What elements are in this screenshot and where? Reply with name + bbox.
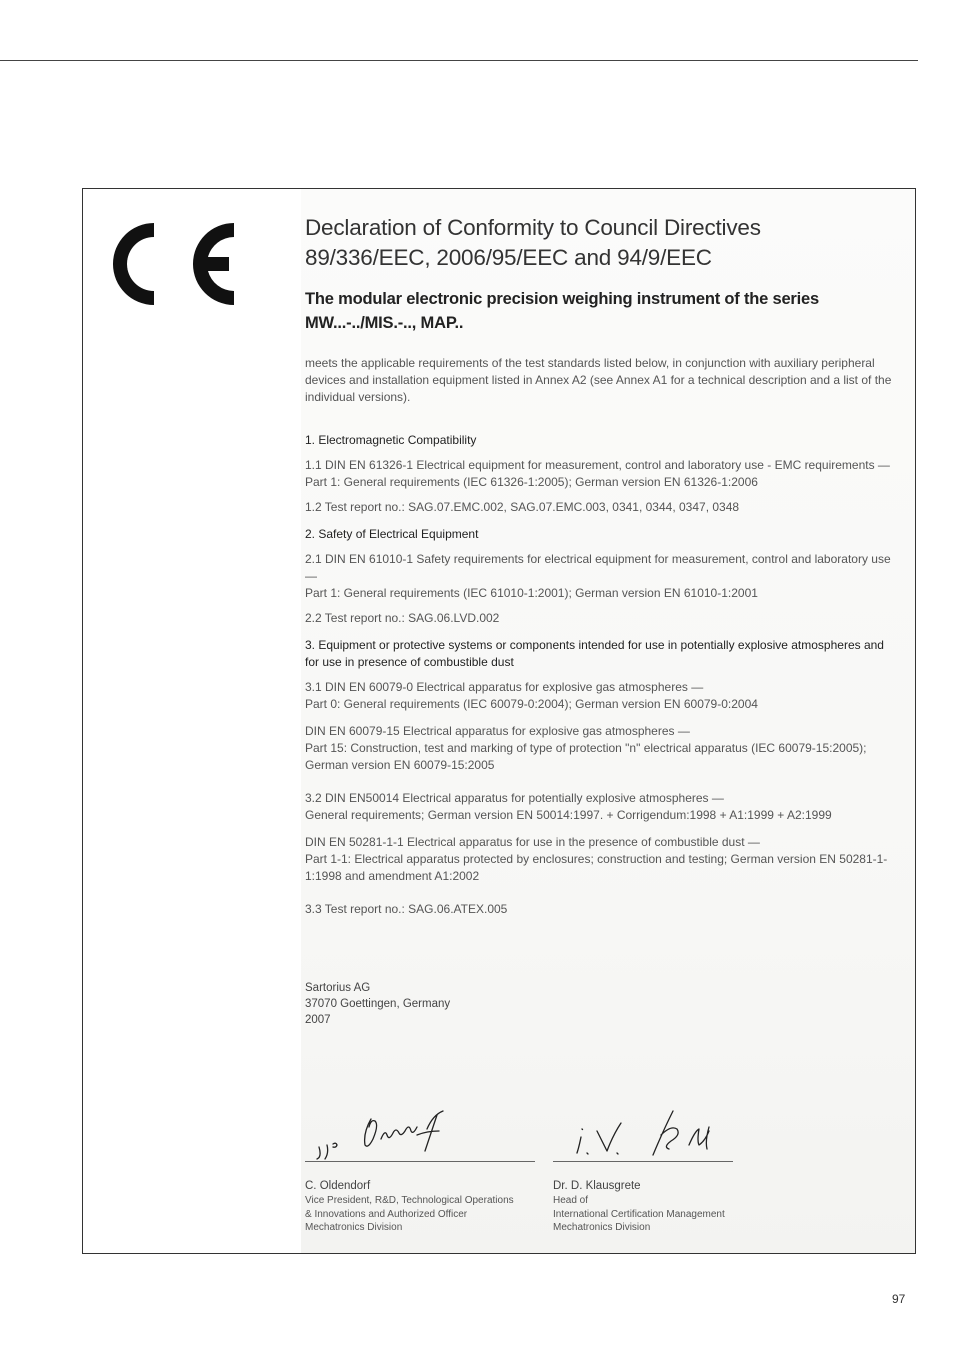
- title-line-2: 89/336/EEC, 2006/95/EEC and 94/9/EEC: [305, 245, 712, 270]
- section-3-item-1-text: 3.1 DIN EN 60079-0 Electrical apparatus for explosive gas atmospheres —: [305, 680, 704, 694]
- instrument-subtitle: [305, 287, 895, 335]
- signatory-left-title-2: & Innovations and Authorized Officer: [305, 1208, 468, 1220]
- signatures: [305, 1109, 895, 1239]
- section-3-item-3-part: General requirements; German version EN 50014:1997. + Corrigendum:1998 + A1:1999 + A2:1999: [305, 808, 832, 822]
- section-3-item-2-text: DIN EN 60079-15 Electrical apparatus for explosive gas atmospheres —: [305, 724, 690, 738]
- section-3-item-2-part: Part 15: Construction, test and marking of type of protection "n" electrical apparatus (IEC 60079-15:2005); German version EN 60079-15:2005: [305, 741, 867, 772]
- section-3-heading: 3. Equipment or protective systems or components intended for use in potentially explosive atmospheres and for use in presence of combustible dust: [305, 638, 884, 669]
- sender-company: Sartorius AG: [305, 982, 371, 994]
- section-2-heading: 2. Safety of Electrical Equipment: [305, 527, 479, 541]
- sender-year: 2007: [305, 1014, 331, 1026]
- section-3-item-1: [305, 679, 895, 713]
- declaration-title: [305, 213, 895, 273]
- section-1-item-1-text: 1.1 DIN EN 61326-1 Electrical equipment for measurement, control and laboratory use - EMC requirements —: [305, 458, 890, 472]
- section-3-item-3-text: 3.2 DIN EN50014 Electrical apparatus for potentially explosive atmospheres —: [305, 791, 724, 805]
- signatory-left-name: C. Oldendorf: [305, 1180, 371, 1192]
- section-1-item-1-part: Part 1: General requirements (IEC 61326-1:2005); German version EN 61326-1:2006: [305, 475, 758, 489]
- signatory-right-title-2: International Certification Management: [553, 1208, 725, 1220]
- declaration-content: [305, 213, 895, 1028]
- signatory-right-title-3: Mechatronics Division: [553, 1222, 651, 1233]
- signature-line-right: [553, 1161, 733, 1162]
- signatory-left-title-3: Mechatronics Division: [305, 1222, 403, 1233]
- sender-block: [305, 980, 895, 1028]
- ce-mark-icon: [107, 217, 241, 311]
- signature-block-left: [305, 1109, 535, 1235]
- section-1-heading: 1. Electromagnetic Compatibility: [305, 433, 477, 447]
- section-3-item-2: [305, 723, 895, 774]
- section-2-test-report: 2.2 Test report no.: SAG.06.LVD.002: [305, 611, 500, 625]
- subtitle-line-2: MW...-../MIS.-.., MAP..: [305, 314, 464, 332]
- section-1-item-1: [305, 457, 895, 491]
- sender-address: 37070 Goettingen, Germany: [305, 998, 451, 1010]
- subtitle-line-1: The modular electronic precision weighing instrument of the series: [305, 290, 819, 308]
- signatory-right-title-1: Head of: [553, 1195, 589, 1206]
- section-3-item-1-part: Part 0: General requirements (IEC 60079-0:2004); German version EN 60079-0:2004: [305, 697, 758, 711]
- section-3-item-4-part: Part 1-1: Electrical apparatus protected by enclosures; construction and testing; German version EN 50281-1-1:1998 and amendment A1:2002: [305, 852, 888, 883]
- signature-block-right: [553, 1109, 813, 1235]
- section-2-item-1-part: Part 1: General requirements (IEC 61010-1:2001); German version EN 61010-1:2001: [305, 586, 758, 600]
- section-3-item-3: [305, 790, 895, 824]
- section-2-item-1: [305, 551, 895, 602]
- section-1-test-report: 1.2 Test report no.: SAG.07.EMC.002, SAG.07.EMC.003, 0341, 0344, 0347, 0348: [305, 500, 740, 514]
- section-2-item-1-text: 2.1 DIN EN 61010-1 Safety requirements for electrical equipment for measurement, control and laboratory use —: [305, 552, 891, 583]
- page-number: 97: [892, 1292, 906, 1306]
- signature-line-left: [305, 1161, 535, 1162]
- section-3-item-4: [305, 834, 895, 885]
- intro-paragraph: meets the applicable requirements of the test standards listed below, in conjunction with auxiliary peripheral devices and installation equipment listed in Annex A2 (see Annex A1 for a technical description and a list of the individual versions).: [305, 356, 892, 404]
- top-rule: [0, 60, 918, 61]
- section-3-test-report: 3.3 Test report no.: SAG.06.ATEX.005: [305, 902, 508, 916]
- signature-klausgrete-icon: [553, 1109, 783, 1161]
- section-3-item-4-text: DIN EN 50281-1-1 Electrical apparatus for use in the presence of combustible dust —: [305, 835, 760, 849]
- title-line-1: Declaration of Conformity to Council Directives: [305, 215, 761, 240]
- signature-oldendorf-icon: [305, 1109, 535, 1161]
- certificate-frame: [82, 188, 916, 1254]
- signatory-left-title-1: Vice President, R&D, Technological Operations: [305, 1195, 514, 1206]
- signatory-right-name: Dr. D. Klausgrete: [553, 1180, 641, 1192]
